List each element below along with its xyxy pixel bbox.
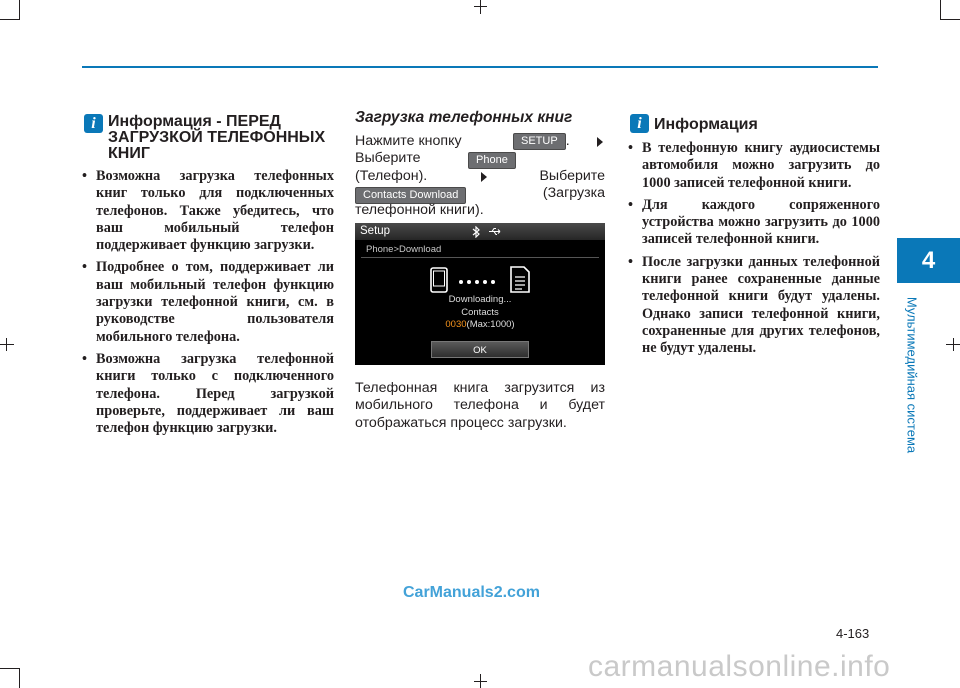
period-text: . — [565, 133, 570, 149]
header-rule — [82, 66, 878, 68]
instructions — [355, 133, 605, 219]
instruction-text: Нажмите кнопку — [355, 133, 462, 149]
crop-mark — [19, 0, 20, 20]
list-item: • Для каждого сопряженного устройства можно загрузить до 1000 записей телефонной книги. — [628, 197, 880, 249]
crop-mark — [0, 344, 14, 345]
screen-title: Setup — [360, 225, 391, 237]
instruction-text: (Телефон). — [355, 167, 428, 184]
progress-dot — [491, 280, 495, 284]
crop-mark — [0, 19, 20, 20]
instruction-line-2 — [355, 150, 605, 167]
download-count — [355, 319, 605, 330]
setup-button-label: SETUP — [513, 133, 566, 150]
progress-dot — [467, 280, 471, 284]
download-target: Contacts — [461, 307, 499, 318]
count-value: 0030 — [445, 319, 467, 330]
contacts-download-label: Contacts Download — [355, 187, 466, 204]
list-item: • Возможна загрузка телефонных книг только для подключенных телефонов. Также убедитесь, что ваш мобильный телефон поддерживает функцию загрузки. — [82, 168, 334, 254]
crop-mark — [480, 0, 481, 14]
left-info-title-line2: ЗАГРУЗКОЙ ТЕЛЕФОННЫХ — [108, 129, 326, 146]
crop-mark — [474, 681, 487, 682]
progress-dot — [475, 280, 479, 284]
chapter-number: 4 — [921, 246, 936, 274]
info-icon: i — [84, 114, 103, 133]
instruction-text: Выберите — [355, 150, 421, 167]
watermark: CarManuals2.com — [403, 584, 540, 601]
instruction-line-3 — [355, 168, 605, 185]
page-number: 4-163 — [836, 626, 870, 641]
chapter-tab — [897, 238, 960, 283]
ok-button[interactable]: OK — [431, 341, 529, 358]
screen-breadcrumb: Phone>Download — [366, 244, 442, 255]
right-info-list — [628, 140, 880, 358]
download-section — [355, 109, 605, 219]
list-item: • Возможна загрузка телефонной книги только с подключенного телефона. Перед загрузкой проверьте, поддерживает ли ваш телефон функцию загрузки. — [82, 351, 334, 437]
usb-icon — [488, 227, 502, 236]
footer-watermark: carmanualsonline.info — [588, 650, 891, 683]
left-info-title-line3: КНИГ — [108, 145, 150, 162]
left-info-list — [82, 168, 334, 437]
right-info-box — [628, 114, 880, 363]
contacts-list-icon — [510, 266, 530, 293]
screen-divider — [361, 257, 599, 258]
crop-mark — [940, 19, 960, 20]
chapter-title — [893, 290, 931, 460]
max-value: (Max:1000) — [466, 319, 515, 330]
crop-mark — [474, 6, 487, 7]
after-text: Телефонная книга загрузится из мобильного телефона и будет отображаться процесс загрузки. — [355, 380, 605, 431]
crop-mark — [19, 668, 20, 688]
crop-mark — [0, 668, 20, 669]
info-icon: i — [630, 114, 649, 133]
phone-button-label: Phone — [468, 152, 516, 169]
right-info-title: Информация — [654, 116, 758, 133]
left-info-box — [82, 114, 334, 442]
list-item: • Подробнее о том, поддерживает ли ваш мобильный телефон функцию загрузки телефонной книги, см. в руководстве пользователя мобильного телефона. — [82, 259, 334, 345]
bluetooth-icon — [472, 226, 481, 238]
setup-label-wrap — [513, 133, 570, 150]
phone-icon — [430, 267, 448, 293]
chapter-title-text: Мультимедийная система — [904, 296, 920, 454]
crop-mark — [6, 338, 7, 351]
instruction-line-1 — [355, 133, 605, 150]
progress-dot — [459, 280, 463, 284]
instruction-line-5: телефонной книги). — [355, 202, 484, 219]
list-item: • В телефонную книгу аудиосистемы автомобиля можно загрузить до 1000 записей телефонной книги. — [628, 140, 880, 192]
crop-mark — [940, 0, 941, 20]
section-title: Загрузка телефонных книг — [355, 109, 573, 126]
list-item: • После загрузки данных телефонной книги ранее сохраненные данные телефонной книги будут удалены. Однако записи телефонной книги, сохраненные для других телефонов, не будут удалены. — [628, 254, 880, 358]
arrow-icon — [481, 172, 487, 182]
instruction-line-4 — [355, 185, 605, 202]
arrow-icon — [597, 137, 603, 147]
headunit-screen — [355, 223, 605, 365]
crop-mark — [953, 338, 954, 351]
left-info-title-line1: Информация - ПЕРЕД — [108, 113, 281, 130]
instruction-text: (Загрузка — [542, 184, 605, 201]
download-status: Downloading... — [448, 294, 512, 305]
instruction-text: Выберите — [539, 167, 605, 184]
left-info-title — [108, 114, 334, 162]
progress-dot — [483, 280, 487, 284]
